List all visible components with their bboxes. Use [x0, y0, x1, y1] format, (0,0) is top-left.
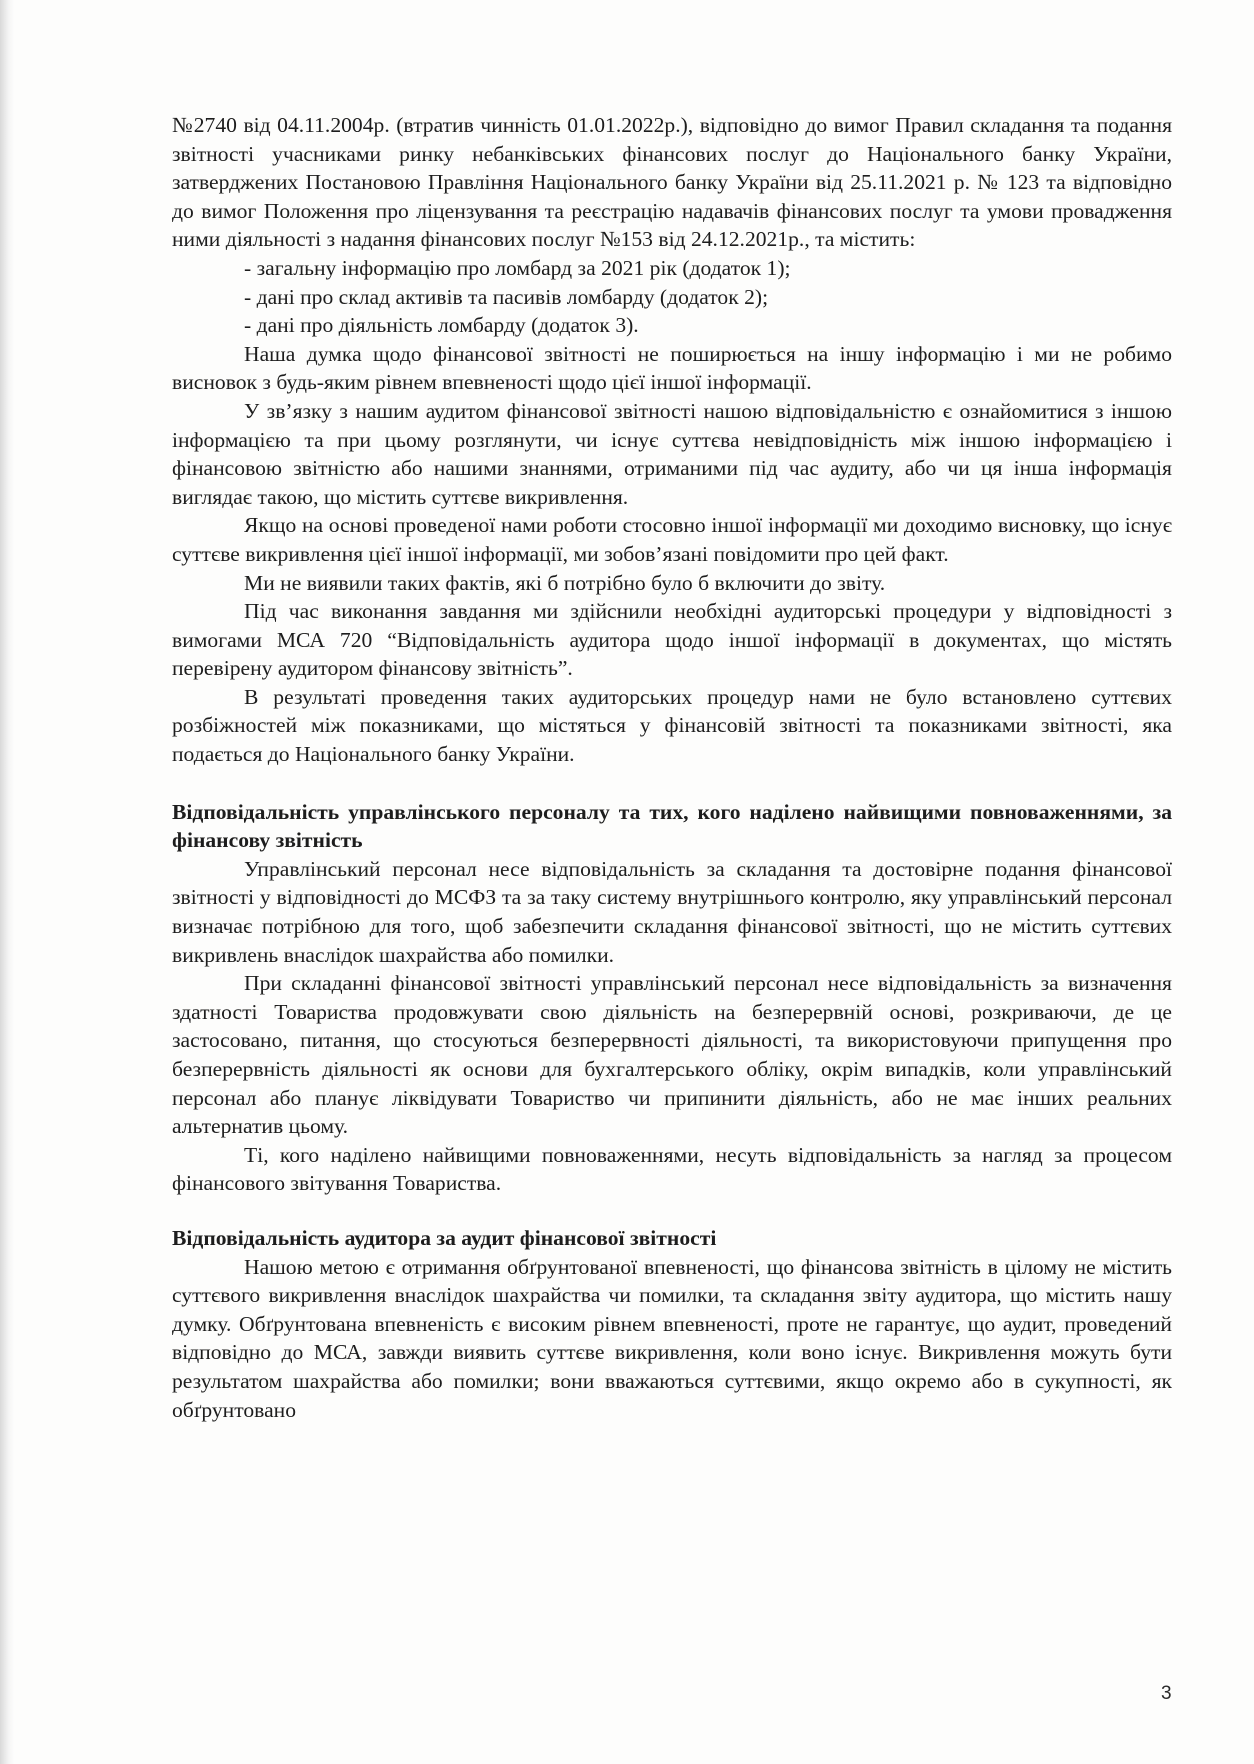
bullet-item: - дані про діяльність ломбарду (додаток 3). — [244, 313, 639, 338]
paragraph: Управлінський персонал несе відповідальність за складання та достовірне подання фінансової звітності у відповідності до МСФЗ та за таку систему внутрішнього контролю, яку управлінський персонал визначає потрібною для того, щоб забезпечити складання фінансової звітності, що не містить суттєвих викривлень внаслідок шахрайства або помилки. — [172, 856, 1172, 967]
paragraph-regulations: №2740 від 04.11.2004р. (втратив чинність 01.01.2022р.), відповідно до вимог Правил складання та подання звітності учасниками ринку небанківських фінансових послуг до Національного банку України, затверджених Постановою Правління Національного банку України від 25.11.2021 р. № 123 та відповідно до вимог Положення про ліцензування та реєстрацію надавачів фінансових послуг та умови провадження ними діяльності з надання фінансових послуг №153 від 24.12.2021р., та містить: — [172, 113, 1172, 252]
paragraph: Нашою метою є отримання обґрунтованої впевненості, що фінансова звітність в цілому не містить суттєвого викривлення внаслідок шахрайства чи помилки, та складання звіту аудитора, що містить нашу думку. Обґрунтована впевненість є високим рівнем впевненості, проте не гарантує, що аудит, проведений відповідно до МСА, завжди виявить суттєве викривлення, коли воно існує. Викривлення можуть бути результатом шахрайства або помилки; вони вважаються суттєвими, якщо окремо або в сукупності, як обґрунтовано — [172, 1254, 1172, 1422]
paragraph: Ті, кого наділено найвищими повноваженнями, несуть відповідальність за нагляд за процесом фінансового звітування Товариства. — [172, 1142, 1172, 1196]
paragraph: Наша думка щодо фінансової звітності не поширюється на іншу інформацію і ми не робимо висновок з будь-яким рівнем впевненості щодо цієї іншої інформації. — [172, 341, 1172, 395]
paragraph: Під час виконання завдання ми здійснили необхідні аудиторські процедури у відповідності з вимогами МСА 720 “Відповідальність аудитора щодо іншої інформації в документах, що містять перевірену аудитором фінансову звітність”. — [172, 599, 1172, 681]
bullet-item: - загальну інформацію про ломбард за 2021 рік (додаток 1); — [244, 255, 791, 280]
paragraph: Якщо на основі проведеної нами роботи стосовно іншої інформації ми доходимо висновку, що існує суттєве викривлення цієї іншої інформації, ми зобов’язані повідомити про цей факт. — [172, 513, 1172, 566]
section-spacer — [172, 769, 1172, 798]
scan-shadow-edge — [0, 0, 14, 1764]
section-heading-management: Відповідальність управлінського персоналу та тих, кого наділено найвищими повноваженнями, за фінансову звітність — [172, 799, 1172, 853]
paragraph: При складанні фінансової звітності управлінський персонал несе відповідальність за визначення здатності Товариства продовжувати свою діяльність на безперервній основі, розкриваючи, де це застосовано, питання, що стосуються безперервності діяльності, та використовуючи припущення про безперервність діяльності як основи для бухгалтерського обліку, окрім випадків, коли управлінський персонал або планує ліквідувати Товариство чи припинити діяльність, або не має інших реальних альтернатив цьому. — [172, 971, 1172, 1139]
section-heading-auditor: Відповідальність аудитора за аудит фінансової звітності — [172, 1225, 717, 1250]
paragraph: В результаті проведення таких аудиторських процедур нами не було встановлено суттєвих розбіжностей між показниками, що містяться у фінансовій звітності та показниками звітності, яка подається до Національного банку України. — [172, 684, 1172, 767]
bullet-item: - дані про склад активів та пасивів ломбарду (додаток 2); — [244, 284, 769, 309]
page-number: 3 — [1161, 1683, 1172, 1704]
section-spacer — [172, 1198, 1172, 1224]
page-content — [172, 111, 1172, 1424]
paragraph: Ми не виявили таких фактів, які б потрібно було б включити до звіту. — [244, 570, 886, 595]
paragraph: У зв’язку з нашим аудитом фінансової звітності нашою відповідальністю є ознайомитися з іншою інформацією та при цьому розглянути, чи існує суттєва невідповідність між іншою інформацією і фінансовою звітністю або нашими знаннями, отриманими під час аудиту, або чи ця інша інформація виглядає такою, що містить суттєве викривлення. — [172, 398, 1172, 509]
